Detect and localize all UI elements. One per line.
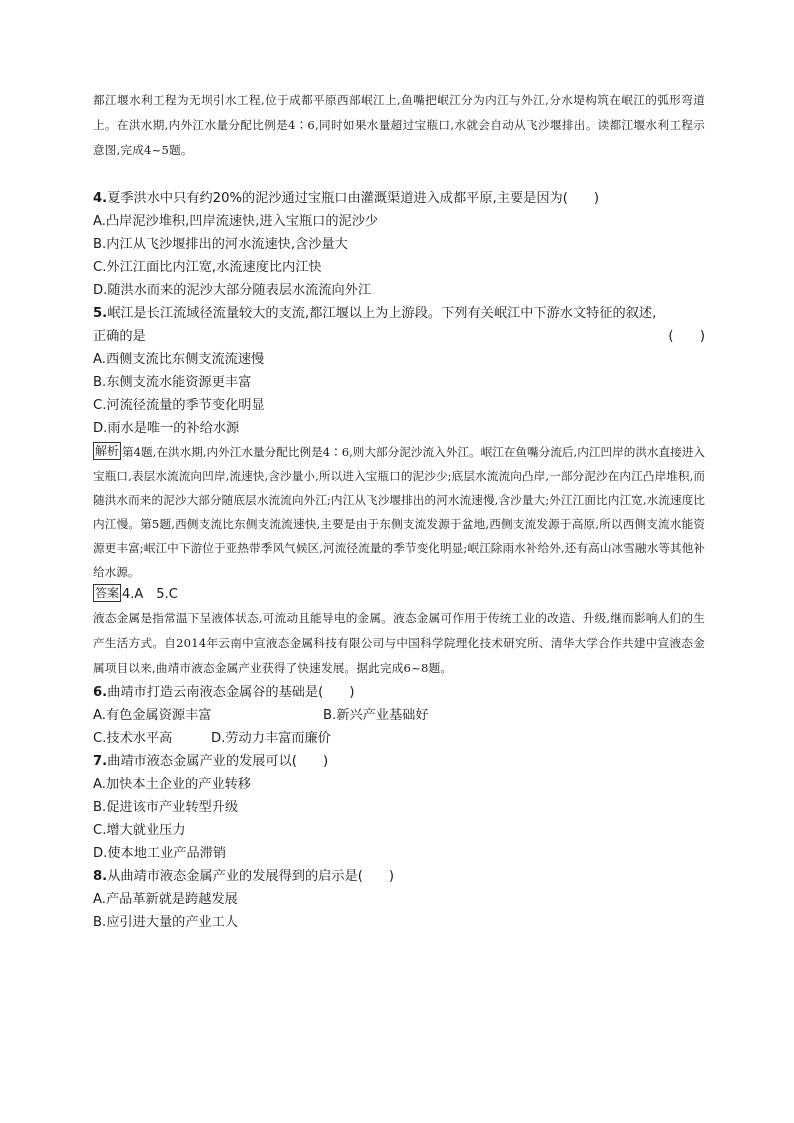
option-d: D.使本地工业产品滞销: [93, 846, 227, 861]
question-5: [93, 302, 705, 440]
answer-paren-close: ): [322, 754, 329, 769]
option-b: B.新兴产业基础好: [323, 708, 429, 723]
answer-paren: ( ): [668, 329, 705, 344]
answer-paren-close: ): [349, 685, 355, 700]
option-b: B.东侧支流水能资源更丰富: [93, 375, 252, 390]
option-c: C.技术水平高: [93, 731, 173, 746]
question-stem: 夏季洪水中只有约20%的泥沙通过宝瓶口由灌溉渠道进入成都平原,主要是因为(: [107, 191, 568, 206]
answer-paren-close: ): [388, 869, 395, 884]
reading-passage-dujiangyan: 都江堰水利工程为无坝引水工程,位于成都平原西部岷江上,鱼嘴把岷江分为内江与外江,分水堤构筑在岷江的弧形弯道上。在洪水期,内外江水量分配比例是4∶6,同时如果水量超过宝瓶口,水就会自动从飞沙堰排出。读都江堰水利工程示意图,完成4~5题。: [93, 93, 705, 157]
worksheet-page: [93, 88, 705, 934]
question-7: [93, 750, 705, 865]
option-d: D.雨水是唯一的补给水源: [93, 421, 240, 436]
option-b: B.应引进大量的产业工人: [93, 915, 239, 930]
answer-tag: 答案: [95, 586, 120, 600]
spacer: [93, 163, 705, 187]
answer-text: 4.A 5.C: [122, 587, 178, 602]
question-6: [93, 681, 705, 750]
option-a: A.有色金属资源丰富: [93, 708, 212, 723]
option-a: A.凸岸泥沙堆积,凹岸流速快,进入宝瓶口的泥沙少: [93, 214, 379, 229]
question-number: 7.: [93, 754, 108, 769]
option-d: D.随洪水而来的泥沙大部分随表层水流流向外江: [93, 283, 372, 298]
question-number: 4.: [93, 191, 108, 206]
question-number: 8.: [93, 869, 108, 884]
option-d: D.劳动力丰富而廉价: [211, 731, 331, 746]
question-stem: 曲靖市液态金属产业的发展可以(: [107, 754, 297, 769]
option-a: A.西侧支流比东侧支流流速慢: [93, 352, 265, 367]
analysis-block: [93, 440, 705, 584]
option-c: C.增大就业压力: [93, 823, 186, 838]
question-8: [93, 865, 705, 934]
question-4: [93, 187, 705, 302]
option-a: A.加快本土企业的产业转移: [93, 777, 252, 792]
option-a: A.产品革新就是跨越发展: [93, 892, 238, 907]
reading-passage-liquid-metal: 液态金属是指常温下呈液体状态,可流动且能导电的金属。液态金属可作用于传统工业的改造、升级,继而影响人们的生产生活方式。自2014年云南中宣液态金属科技有限公司与中国科学院理化技术研究所、清华大学合作共建中宣液态金属项目以来,曲靖市液态金属产业获得了快速发展。据此完成6~8题。: [93, 611, 705, 675]
option-b: B.促进该市产业转型升级: [93, 800, 239, 815]
analysis-tag: 解析: [95, 444, 120, 458]
question-stem: 曲靖市打造云南液态金属谷的基础是(: [107, 685, 324, 700]
analysis-text: 第4题,在洪水期,内外江水量分配比例是4∶6,则大部分泥沙流入外江。岷江在鱼嘴分流后,内江凹岸的洪水直接进入宝瓶口,表层水流流向凹岸,流速快,含沙量小,所以进入宝瓶口的泥沙少;底层水流流向凸岸,一部分泥沙在内江凸岸堆积,而随洪水而来的泥沙大部分随底层水流流向外江;内江从飞沙堰排出的河水流速慢,含沙量大;外江江面比内江宽,水流速度比内江慢。第5题,西侧支流比东侧支流流速快,主要是由于东侧支流发源于盆地,西侧支流发源于高原,所以西侧支流水能资源更丰富;岷江中下游位于亚热带季风气候区,河流径流量的季节变化明显;岷江除雨水补给外,还有高山冰雪融水等其他补给水源。: [93, 445, 705, 579]
question-number: 6.: [93, 685, 108, 700]
answer-block: [93, 584, 705, 606]
option-b: B.内江从飞沙堰排出的河水流速快,含沙量大: [93, 237, 348, 252]
question-stem-line2: 正确的是: [93, 329, 146, 344]
question-stem-line1: 岷江是长江流域径流量较大的支流,都江堰以上为上游段。下列有关岷江中下游水文特征的叙述,: [107, 306, 657, 321]
option-c: C.河流径流量的季节变化明显: [93, 398, 265, 413]
question-stem: 从曲靖市液态金属产业的发展得到的启示是(: [107, 869, 363, 884]
option-c: C.外江江面比内江宽,水流速度比内江快: [93, 260, 322, 275]
question-number: 5.: [93, 306, 108, 321]
answer-paren-close: ): [593, 191, 599, 206]
